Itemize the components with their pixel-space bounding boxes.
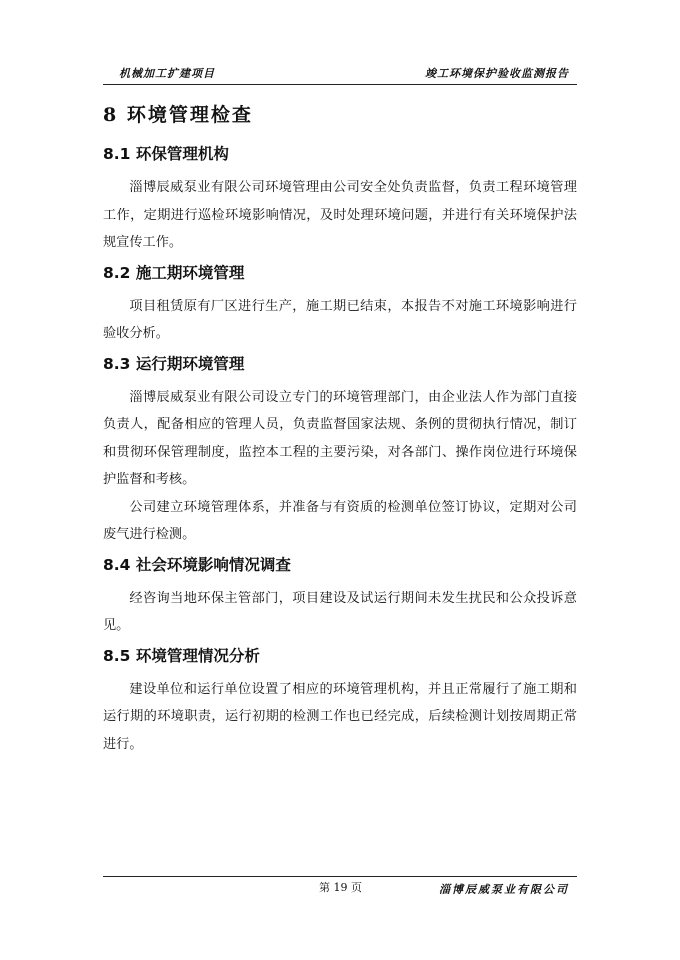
paragraph: 公司建立环境管理体系，并准备与有资质的检测单位签订协议，定期对公司废气进行检测。 bbox=[103, 499, 577, 542]
section-8-3 bbox=[103, 350, 577, 549]
section-8-4 bbox=[103, 551, 577, 640]
paragraph: 项目租赁原有厂区进行生产，施工期已结束，本报告不对施工环境影响进行验收分析。 bbox=[103, 298, 577, 341]
page-content bbox=[103, 98, 577, 758]
page-footer bbox=[103, 876, 577, 901]
header-report-name: 竣工环境保护验收监测报告 bbox=[425, 67, 569, 80]
chapter-number: 8 bbox=[103, 104, 119, 126]
chapter-heading bbox=[103, 98, 577, 132]
header-project-name: 机械加工扩建项目 bbox=[119, 67, 215, 80]
section-heading: 8.3 运行期环境管理 bbox=[103, 354, 245, 373]
page-number: 第 19 页 bbox=[319, 881, 362, 894]
footer-company: 淄博辰威泵业有限公司 bbox=[439, 883, 569, 896]
paragraph: 淄博辰威泵业有限公司设立专门的环境管理部门，由企业法人作为部门直接负责人，配备相应的管理人员，负责监督国家法规、条例的贯彻执行情况，制订和贯彻环保管理制度，监控本工程的主要污染，对各部门、操作岗位进行环境保护监督和考核。 bbox=[103, 389, 577, 487]
section-heading: 8.5 环境管理情况分析 bbox=[103, 646, 260, 665]
section-8-1 bbox=[103, 140, 577, 257]
section-heading: 8.1 环保管理机构 bbox=[103, 145, 229, 163]
paragraph: 建设单位和运行单位设置了相应的环境管理机构，并且正常履行了施工期和运行期的环境职责，运行初期的检测工作也已经完成，后续检测计划按周期正常进行。 bbox=[103, 681, 577, 752]
section-heading: 8.2 施工期环境管理 bbox=[103, 263, 245, 282]
section-8-2 bbox=[103, 259, 577, 348]
chapter-title: 环境管理检查 bbox=[126, 104, 253, 126]
section-heading: 8.4 社会环境影响情况调查 bbox=[103, 555, 291, 574]
section-8-5 bbox=[103, 642, 577, 759]
paragraph: 经咨询当地环保主管部门，项目建设及试运行期间未发生扰民和公众投诉意见。 bbox=[103, 590, 577, 633]
page-header bbox=[103, 62, 577, 85]
paragraph: 淄博辰威泵业有限公司环境管理由公司安全处负责监督，负责工程环境管理工作，定期进行巡检环境影响情况，及时处理环境问题，并进行有关环境保护法规宣传工作。 bbox=[103, 180, 577, 250]
